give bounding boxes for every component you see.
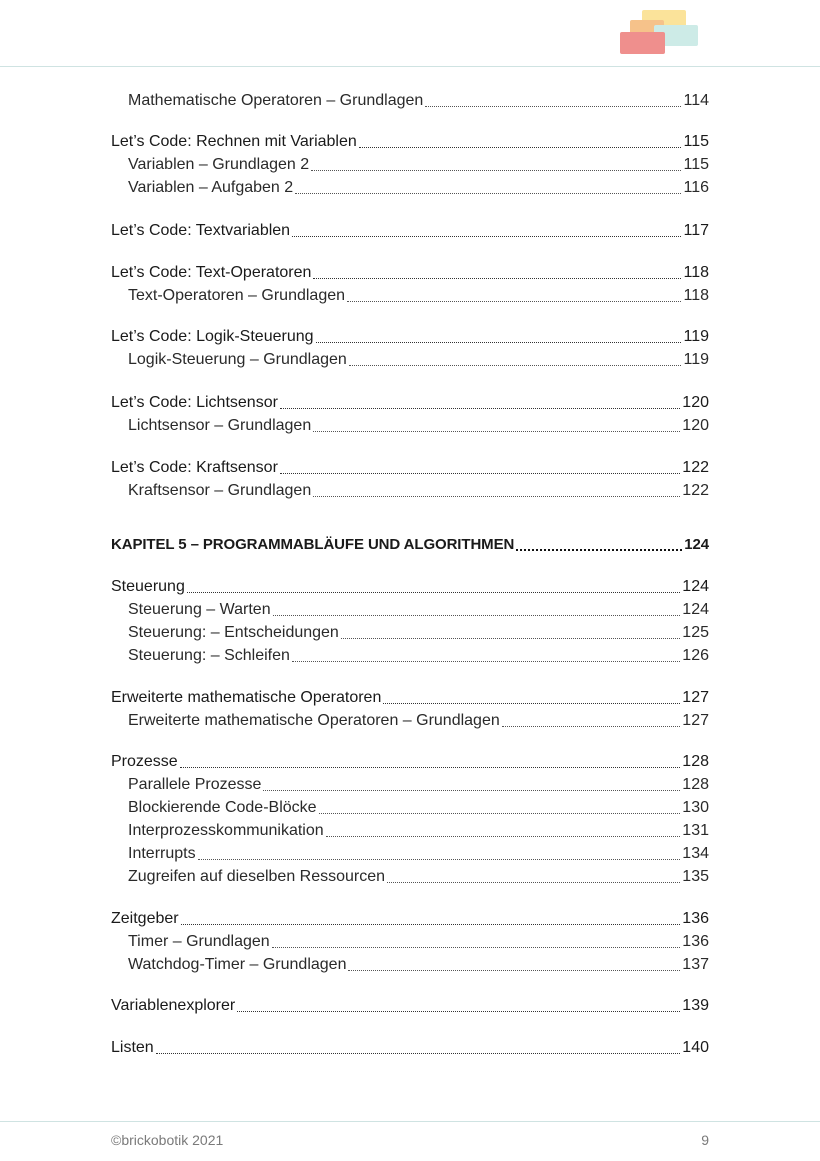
toc-page-number: 126 bbox=[682, 647, 709, 664]
toc-page-number: 130 bbox=[682, 799, 709, 816]
toc-dot-leader bbox=[326, 836, 681, 837]
toc-page-number: 120 bbox=[682, 394, 709, 411]
toc-page-number: 116 bbox=[683, 179, 709, 196]
toc-entry-title: Zugreifen auf dieselben Ressourcen bbox=[128, 868, 386, 885]
toc-entry-title: Variablen – Aufgaben 2 bbox=[128, 179, 294, 196]
toc-subentry[interactable] bbox=[128, 930, 709, 952]
toc-entry-title: Text-Operatoren – Grundlagen bbox=[128, 287, 346, 304]
toc-page-number: 115 bbox=[683, 156, 709, 173]
toc-dot-leader bbox=[280, 473, 680, 474]
toc-dot-leader bbox=[295, 193, 681, 194]
toc-page-number: 122 bbox=[682, 459, 709, 476]
toc-entry-title: Zeitgeber bbox=[111, 910, 179, 927]
toc-entry[interactable] bbox=[111, 907, 709, 929]
toc-entry-title: Let’s Code: Rechnen mit Variablen bbox=[111, 133, 357, 150]
toc-entry-title: Lichtsensor – Grundlagen bbox=[128, 417, 312, 434]
toc-page-number: 124 bbox=[684, 536, 709, 553]
toc-entry-title: Listen bbox=[111, 1039, 154, 1056]
toc-entry-title: Watchdog-Timer – Grundlagen bbox=[128, 956, 347, 973]
toc-page-number: 136 bbox=[682, 910, 709, 927]
toc-dot-leader bbox=[187, 592, 680, 593]
toc-entry[interactable] bbox=[111, 391, 709, 413]
toc-entry-title: Let’s Code: Lichtsensor bbox=[111, 394, 278, 411]
header-divider bbox=[0, 66, 820, 67]
toc-subentry[interactable] bbox=[128, 842, 709, 864]
toc-dot-leader bbox=[425, 106, 681, 107]
toc-entry-title: Let’s Code: Kraftsensor bbox=[111, 459, 278, 476]
toc-entry-title: Steuerung bbox=[111, 578, 185, 595]
toc-page-number: 114 bbox=[683, 92, 709, 109]
toc-entry[interactable] bbox=[111, 686, 709, 708]
toc-chapter-heading[interactable] bbox=[111, 533, 709, 555]
toc-page-number: 120 bbox=[682, 417, 709, 434]
brand-logo-icon bbox=[618, 8, 702, 58]
footer-page-number: 9 bbox=[701, 1132, 709, 1148]
toc-entry-title: Let’s Code: Text-Operatoren bbox=[111, 264, 312, 281]
toc-dot-leader bbox=[237, 1011, 680, 1012]
toc-dot-leader bbox=[273, 615, 681, 616]
toc-subentry[interactable] bbox=[128, 479, 709, 501]
toc-subentry[interactable] bbox=[128, 819, 709, 841]
toc-entry[interactable] bbox=[111, 130, 709, 152]
toc-entry-title: Erweiterte mathematische Operatoren bbox=[111, 689, 382, 706]
toc-dot-leader bbox=[313, 496, 680, 497]
toc-page-number: 127 bbox=[682, 712, 709, 729]
toc-entry-title: Erweiterte mathematische Operatoren – Grundlagen bbox=[128, 712, 500, 729]
toc-entry[interactable] bbox=[111, 261, 709, 283]
toc-subentry[interactable] bbox=[128, 598, 709, 620]
toc-entry-title: Variablen – Grundlagen 2 bbox=[128, 156, 310, 173]
toc-page-number: 135 bbox=[682, 868, 709, 885]
toc-subentry[interactable] bbox=[128, 709, 709, 731]
toc-dot-leader bbox=[292, 661, 680, 662]
toc-subentry[interactable] bbox=[128, 621, 709, 643]
toc-page-number: 125 bbox=[682, 624, 709, 641]
toc-dot-leader bbox=[341, 638, 680, 639]
toc-dot-leader bbox=[156, 1053, 681, 1054]
toc-subentry[interactable] bbox=[128, 89, 709, 111]
toc-dot-leader bbox=[387, 882, 680, 883]
toc-subentry[interactable] bbox=[128, 644, 709, 666]
toc-dot-leader bbox=[502, 726, 681, 727]
toc-entry[interactable] bbox=[111, 575, 709, 597]
footer-copyright: ©brickobotik 2021 bbox=[111, 1132, 224, 1148]
toc-entry-title: Interrupts bbox=[128, 845, 196, 862]
toc-entry[interactable] bbox=[111, 1036, 709, 1058]
toc-subentry[interactable] bbox=[128, 414, 709, 436]
toc-page-number: 140 bbox=[682, 1039, 709, 1056]
toc-entry-title: Steuerung – Warten bbox=[128, 601, 271, 618]
toc-page-number: 131 bbox=[682, 822, 709, 839]
toc-subentry[interactable] bbox=[128, 865, 709, 887]
toc-subentry[interactable] bbox=[128, 176, 709, 198]
toc-page-number: 136 bbox=[682, 933, 709, 950]
toc-page-number: 137 bbox=[682, 956, 709, 973]
toc-entry-title: Prozesse bbox=[111, 753, 178, 770]
toc-dot-leader bbox=[292, 236, 681, 237]
toc-dot-leader bbox=[181, 924, 681, 925]
toc-page-number: 119 bbox=[683, 328, 709, 345]
toc-subentry[interactable] bbox=[128, 773, 709, 795]
toc-page-number: 134 bbox=[682, 845, 709, 862]
toc-page-number: 117 bbox=[683, 222, 709, 239]
toc-entry-title: Variablenexplorer bbox=[111, 997, 236, 1014]
toc-dot-leader bbox=[359, 147, 682, 148]
toc-dot-leader bbox=[313, 278, 681, 279]
toc-entry-title: Mathematische Operatoren – Grundlagen bbox=[128, 92, 424, 109]
toc-entry-title: Parallele Prozesse bbox=[128, 776, 262, 793]
toc-page-number: 139 bbox=[682, 997, 709, 1014]
toc-subentry[interactable] bbox=[128, 953, 709, 975]
toc-entry-title: Let’s Code: Textvariablen bbox=[111, 222, 291, 239]
toc-dot-leader bbox=[348, 970, 680, 971]
toc-subentry[interactable] bbox=[128, 284, 709, 306]
toc-dot-leader bbox=[272, 947, 681, 948]
toc-dot-leader bbox=[280, 408, 680, 409]
toc-page-number: 124 bbox=[682, 601, 709, 618]
toc-dot-leader bbox=[198, 859, 681, 860]
toc-entry-title: Steuerung: – Entscheidungen bbox=[128, 624, 339, 641]
toc-page-number: 124 bbox=[682, 578, 709, 595]
toc-page-number: 115 bbox=[683, 133, 709, 150]
toc-dot-leader bbox=[319, 813, 681, 814]
toc-dot-leader bbox=[383, 703, 680, 704]
toc-page-number: 119 bbox=[683, 351, 709, 368]
toc-entry[interactable] bbox=[111, 456, 709, 478]
toc-dot-leader bbox=[180, 767, 681, 768]
toc-page-number: 128 bbox=[682, 753, 709, 770]
toc-entry-title: Blockierende Code-Blöcke bbox=[128, 799, 317, 816]
toc-page-number: 118 bbox=[683, 264, 709, 281]
toc-dot-leader bbox=[347, 301, 681, 302]
toc-entry[interactable] bbox=[111, 219, 709, 241]
toc-entry-title: KAPITEL 5 – PROGRAMMABLÄUFE UND ALGORITHMEN bbox=[111, 536, 515, 553]
toc-entry-title: Interprozesskommunikation bbox=[128, 822, 324, 839]
toc-page-number: 122 bbox=[682, 482, 709, 499]
toc-dot-leader bbox=[263, 790, 680, 791]
toc-dot-leader bbox=[516, 549, 682, 551]
toc-page-number: 128 bbox=[682, 776, 709, 793]
toc-page-number: 127 bbox=[682, 689, 709, 706]
toc-dot-leader bbox=[349, 365, 682, 366]
toc-entry-title: Steuerung: – Schleifen bbox=[128, 647, 290, 664]
toc-dot-leader bbox=[316, 342, 682, 343]
toc-dot-leader bbox=[311, 170, 681, 171]
toc-entry[interactable] bbox=[111, 750, 709, 772]
toc-subentry[interactable] bbox=[128, 348, 709, 370]
toc-dot-leader bbox=[313, 431, 680, 432]
footer-divider bbox=[0, 1121, 820, 1122]
toc-entry[interactable] bbox=[111, 325, 709, 347]
toc-entry-title: Timer – Grundlagen bbox=[128, 933, 270, 950]
toc-page-number: 118 bbox=[683, 287, 709, 304]
toc-entry-title: Logik-Steuerung – Grundlagen bbox=[128, 351, 347, 368]
toc-subentry[interactable] bbox=[128, 153, 709, 175]
toc-entry-title: Let’s Code: Logik-Steuerung bbox=[111, 328, 314, 345]
toc-entry-title: Kraftsensor – Grundlagen bbox=[128, 482, 312, 499]
toc-entry[interactable] bbox=[111, 994, 709, 1016]
toc-subentry[interactable] bbox=[128, 796, 709, 818]
